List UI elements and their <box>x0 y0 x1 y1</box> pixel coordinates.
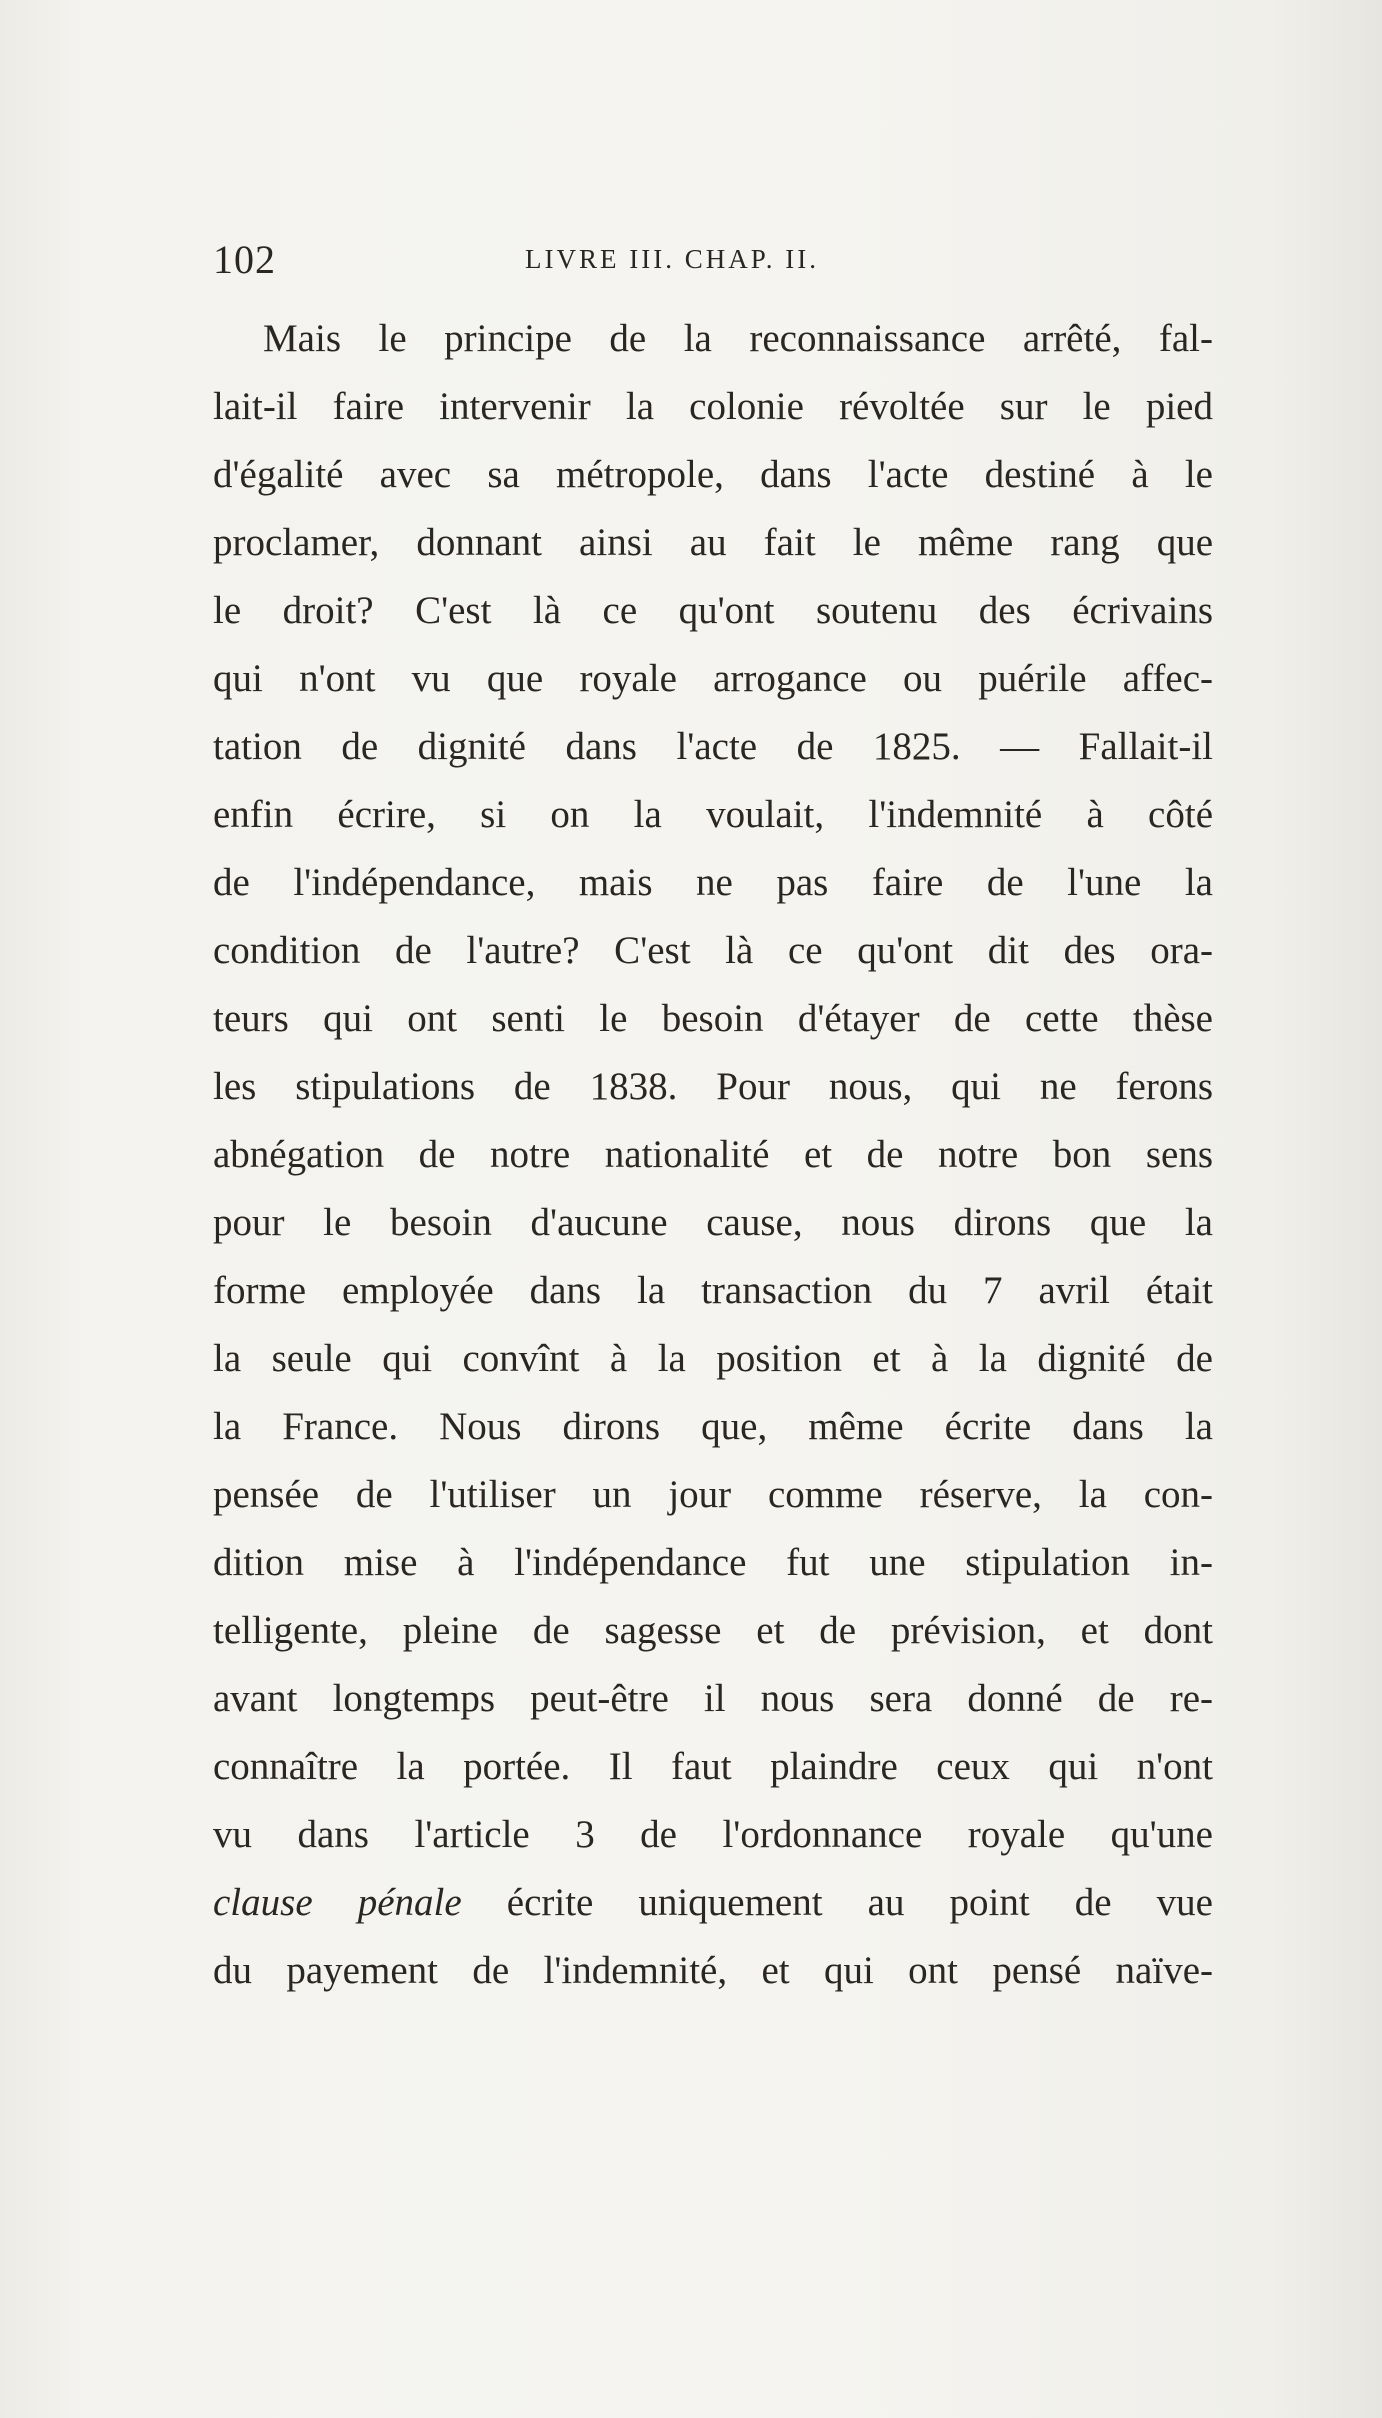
text-line: pour le besoin d'aucune cause, nous dirons que la <box>213 1201 1213 1244</box>
text-line: la France. Nous dirons que, même écrite dans la <box>213 1405 1213 1448</box>
text-line: lait-il faire intervenir la colonie révoltée sur le pied <box>213 385 1213 428</box>
page-number: 102 <box>213 237 276 282</box>
text-fragment: écrite uniquement au point de vue <box>461 1881 1213 1924</box>
text-line: le droit? C'est là ce qu'ont soutenu des écrivains <box>213 589 1213 632</box>
text-line: Mais le principe de la reconnaissance arrêté, fal- <box>263 317 1213 360</box>
text-line: les stipulations de 1838. Pour nous, qui ne ferons <box>213 1065 1213 1108</box>
text-line: enfin écrire, si on la voulait, l'indemnité à côté <box>213 793 1213 836</box>
text-line: teurs qui ont senti le besoin d'étayer de cette thèse <box>213 997 1213 1040</box>
text-line: vu dans l'article 3 de l'ordonnance royale qu'une <box>213 1813 1213 1856</box>
text-line: forme employée dans la transaction du 7 avril était <box>213 1269 1213 1312</box>
text-line: pensée de l'utiliser un jour comme réserve, la con- <box>213 1473 1213 1516</box>
body-text <box>213 305 1213 2005</box>
text-line: connaître la portée. Il faut plaindre ceux qui n'ont <box>213 1745 1213 1788</box>
text-line: dition mise à l'indépendance fut une stipulation in- <box>213 1541 1213 1584</box>
text-line: proclamer, donnant ainsi au fait le même rang que <box>213 521 1213 564</box>
text-line: tation de dignité dans l'acte de 1825. — Fallait-il <box>213 725 1213 768</box>
text-line: d'égalité avec sa métropole, dans l'acte destiné à le <box>213 453 1213 496</box>
text-line: telligente, pleine de sagesse et de prévision, et dont <box>213 1609 1213 1652</box>
text-line: de l'indépendance, mais ne pas faire de l'une la <box>213 861 1213 904</box>
running-head: LIVRE III. CHAP. II. <box>525 244 819 274</box>
text-line: la seule qui convînt à la position et à la dignité de <box>213 1337 1213 1380</box>
text-line-with-italic <box>213 1869 1213 1937</box>
text-line: avant longtemps peut-être il nous sera donné de re- <box>213 1677 1213 1720</box>
text-line: condition de l'autre? C'est là ce qu'ont dit des ora- <box>213 929 1213 972</box>
text-line: du payement de l'indemnité, et qui ont pensé naïve- <box>213 1949 1213 1992</box>
text-line: abnégation de notre nationalité et de notre bon sens <box>213 1133 1213 1176</box>
italic-phrase: clause pénale <box>213 1881 462 1924</box>
text-line: qui n'ont vu que royale arrogance ou puérile affec- <box>213 657 1213 700</box>
page-header <box>213 236 1213 286</box>
